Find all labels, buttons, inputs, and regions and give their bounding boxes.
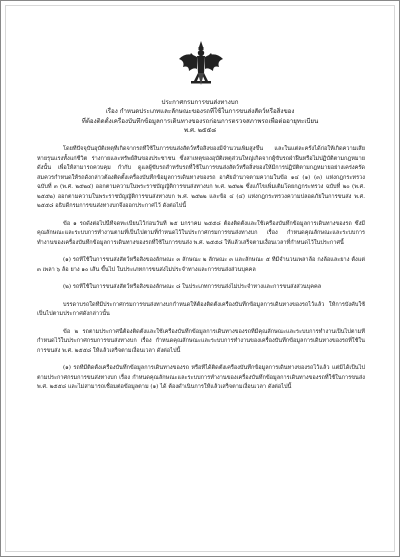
clause-1-paragraph: ข้อ ๑ รถดังต่อไปนี้ที่จดทะเบียนไว้ก่อนวันที่ ๒๕ มกราคม ๒๕๕๘ ต้องติดตั้งและใช้เครื่องบันทึกข้อมูลการเดินทางของรถ ซึ่งมีคุณลักษณะและระบบการทำงานตามที่เป็นไปตามที่กำหนดไว้ในประกาศกรมการขนส่งทางบก เรื่อง กำหนดคุณลักษณะและระบบการทำงานของเครื่องบันทึกข้อมูลการเดินทางของรถที่ใช้ในการขนส่ง พ.ศ. ๒๕๕๘ ให้แล้วเสร็จตามเงื่อนเวลาที่กำหนดไว้ในประกาศนี้ (37, 220, 365, 246)
document-body (37, 145, 365, 401)
clause-1-item-1: (๑) รถที่ใช้ในการขนส่งสัตว์หรือสิ่งของลักษณะ ๓ ลักษณะ ๒ ลักษณะ ๓ และลักษณะ ๕ ที่มีจำนวนเพลาล้อ กงล้อและยาง ตั้งแต่ ๓ เพลา ๖ ล้อ ยาง ๑๐ เส้น ขึ้นไป ในประเภทการขนส่งไม่ประจำทางและการขนส่งส่วนบุคคล (37, 257, 365, 273)
issuing-authority: ประกาศกรมการขนส่งทางบก (161, 99, 239, 106)
subject-line-continued: ที่ต้องติดตั้งเครื่องบันทึกข้อมูลการเดินทางของรถก่อนการตรวจสภาพรถเพื่อต่ออายุทะเบียน (81, 117, 319, 125)
preamble-paragraph: โดยที่ปัจจุบันอุบัติเหตุที่เกิดจากรถที่ใช้ในการขนส่งสัตว์หรือสิ่งของมีจำนวนเพิ่มสูงขึ้น และในแต่ละครั้งได้ก่อให้เกิดความเสียหายรุนแรงทั้งแก่ชีวิต ร่างกายและทรัพย์สินของประชาชน ซึ่งสาเหตุของอุบัติเหตุส่วนใหญ่เกิดจากผู้ขับรถฝ่าฝืนหรือไม่ปฏิบัติตามกฎหมาย ดังนั้น เพื่อให้สามารถควบคุม กำกับ ดูแลผู้ขับรถสำหรับรถที่ใช้ในการขนส่งสัตว์หรือสิ่งของให้มีการปฏิบัติตามกฎหมายอย่างเคร่งครัด สมควรกำหนดให้รถดังกล่าวต้องติดตั้งเครื่องบันทึกข้อมูลการเดินทางของรถ อาศัยอำนาจตามความในข้อ ๑๔ (๑) (๓) แห่งกฎกระทรวง ฉบับที่ ๓ (พ.ศ. ๒๕๒๔) ออกตามความในพระราชบัญญัติการขนส่งทางบก พ.ศ. ๒๕๒๒ ซึ่งแก้ไขเพิ่มเติมโดยกฎกระทรวง ฉบับที่ ๒๐ (พ.ศ. ๒๕๕๒) ออกตามความในพระราชบัญญัติการขนส่งทางบก พ.ศ. ๒๕๒๒ และข้อ ๔ (๔) แห่งกฎกระทรวงความปลอดภัยในการขนส่ง พ.ศ. ๒๕๕๘ อธิบดีกรมการขนส่งทางบกจึงออกประกาศไว้ ดังต่อไปนี้ (37, 146, 365, 209)
clause-2-item-1: (๑) รถที่มีติดตั้งเครื่องบันทึกข้อมูลการเดินทางของรถ หรือที่ได้ติดตั้งเครื่องบันทึกข้อมูลการเดินทางของรถไว้แล้ว แต่มิได้เป็นไปตามประกาศกรมการขนส่งทางบก เรื่อง กำหนดคุณลักษณะและระบบการทำงานของเครื่องบันทึกข้อมูลการเดินทางของรถที่ใช้ในการขนส่ง พ.ศ. ๒๕๕๘ และไม่สามารถเชื่อมต่อข้อมูลตาม (๑) ได้ ต้องดำเนินการให้แล้วเสร็จตามเงื่อนเวลา ดังต่อไปนี้ (37, 365, 365, 390)
clause-1-item-2: (๒) รถที่ใช้ในการขนส่งสัตว์หรือสิ่งของลักษณะ ๘ ในประเภทการขนส่งไม่ประจำทางและการขนส่งส่วนบุคคล (63, 284, 322, 290)
subject-line: เรื่อง กำหนดประเภทและลักษณะของรถที่ใช้ในการขนส่งสัตว์หรือสิ่งของ (105, 108, 295, 116)
clause-1-note: บรรดาบรถใดที่มีประกาศกรมการขนส่งทางบกกำหนดให้ต้องติดตั้งเครื่องบันทึกข้อมูลการเดินทางของรถไว้แล้ว ให้การบังคับใช้เป็นไปตามประกาศดังกล่าวนั้น (37, 301, 365, 317)
garuda-emblem-icon (177, 39, 225, 87)
document-header (31, 98, 369, 135)
document-year: พ.ศ. ๒๕๕๘ (183, 126, 217, 134)
clause-2-paragraph: ข้อ ๒ รถตามประกาศนี้ต้องติดตั้งและใช้เครื่องบันทึกข้อมูลการเดินทางของรถที่มีคุณลักษณะและระบบการทำงานเป็นไปตามที่กำหนดไว้ในประกาศกรมการขนส่งทางบก เรื่อง กำหนดคุณลักษณะและระบบการทำงานของเครื่องบันทึกข้อมูลการเดินทางของรถที่ใช้ในการขนส่ง พ.ศ. ๒๕๕๘ ให้แล้วเสร็จตามเงื่อนเวลา ดังต่อไปนี้ (37, 328, 365, 354)
